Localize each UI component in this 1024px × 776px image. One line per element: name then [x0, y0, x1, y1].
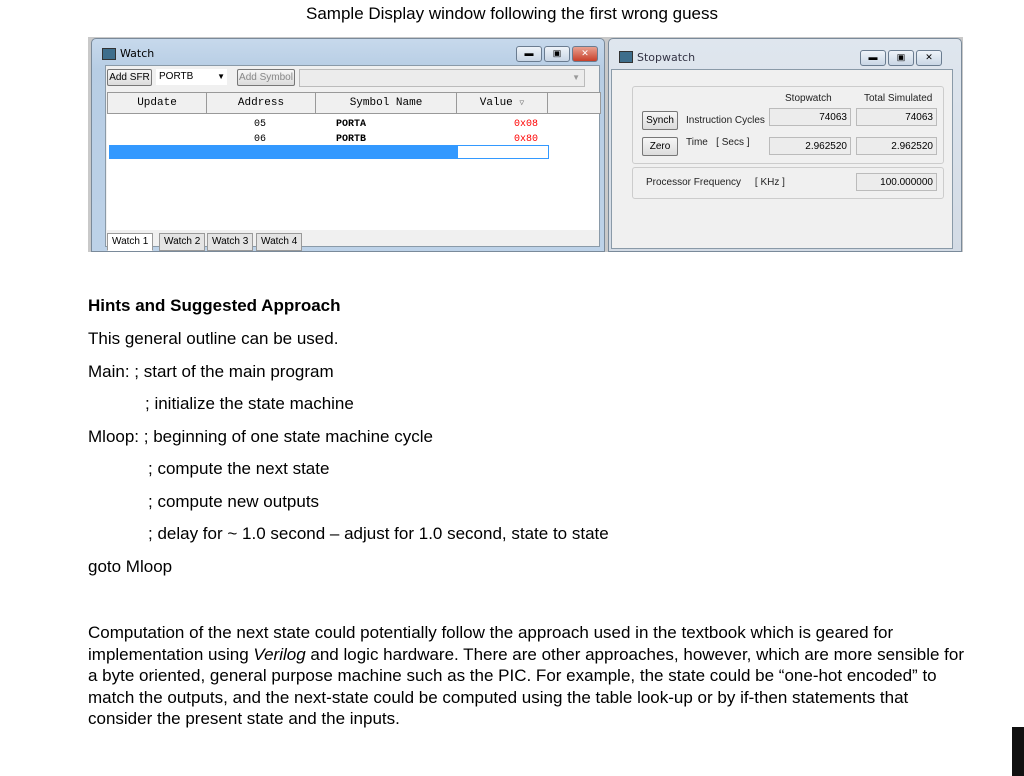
add-symbol-button[interactable]: Add Symbol [237, 69, 295, 86]
tab-watch-3[interactable]: Watch 3 [207, 233, 253, 251]
tab-watch-2[interactable]: Watch 2 [159, 233, 205, 251]
column-header-value-label: Value [479, 97, 513, 109]
sort-icon: ▽ [519, 99, 525, 108]
column-header-value[interactable] [456, 92, 548, 114]
processor-frequency-label: Processor Frequency [ KHz ] [646, 177, 785, 188]
sfr-select-value: PORTB [159, 71, 194, 82]
window-icon [102, 48, 116, 60]
outline-line: Main: ; start of the main program [88, 362, 334, 381]
page-edge-bar [1012, 727, 1024, 776]
figure-caption: Sample Display window following the first wrong guess [306, 4, 718, 23]
paragraph-text: and logic hardware. There are other approaches, however, which are more sensible for a byte oriented, general purpose machine such as the PIC. For example, the state could be “one-hot encoded” to match the outputs, and the next-state could be computed using the table look-up or by if-then statements that consider the present state and the inputs. [88, 644, 964, 729]
section-heading: Hints and Suggested Approach [88, 296, 341, 315]
table-row[interactable] [107, 119, 599, 133]
paragraph-emphasis: Verilog [253, 644, 306, 664]
address-cell: 05 [254, 119, 267, 130]
outline-line: ; compute new outputs [148, 492, 320, 511]
symbol-cell: PORTA [336, 119, 367, 130]
column-header-empty [547, 92, 601, 114]
synch-button[interactable]: Synch [642, 111, 678, 130]
symbol-cell: PORTB [336, 134, 367, 145]
tab-watch-1[interactable]: Watch 1 [107, 233, 153, 251]
tab-watch-4[interactable]: Watch 4 [256, 233, 302, 251]
column-header-address[interactable]: Address [206, 92, 316, 114]
zero-button[interactable]: Zero [642, 137, 678, 156]
close-button[interactable]: ✕ [916, 50, 942, 66]
outline-line: goto Mloop [88, 557, 173, 576]
processor-frequency-input[interactable]: 100.000000 [856, 173, 937, 191]
sfr-select[interactable] [156, 69, 227, 85]
address-cell: 06 [254, 134, 267, 145]
chevron-down-icon: ▼ [217, 72, 225, 81]
watch-window [91, 38, 605, 252]
time-stopwatch-value: 2.962520 [769, 137, 851, 155]
value-cell[interactable]: 0x08 [514, 119, 539, 130]
outline-line: ; delay for ~ 1.0 second – adjust for 1.0 second, state to state [148, 524, 609, 543]
stopwatch-body [611, 69, 953, 249]
window-icon [619, 51, 633, 63]
instr-stopwatch-value: 74063 [769, 108, 851, 126]
paragraph-text: Computation of the next state could potentially follow the approach used in the textbook which is geared for implementation using [88, 623, 894, 664]
column-header-symbol[interactable]: Symbol Name [315, 92, 457, 114]
col-stopwatch-label: Stopwatch [785, 93, 832, 104]
col-total-label: Total Simulated [864, 93, 933, 104]
frequency-group [632, 167, 944, 199]
minimize-button[interactable]: ▬ [516, 46, 542, 62]
body-paragraph [88, 622, 968, 730]
instruction-cycles-label: Instruction Cycles [686, 115, 765, 126]
value-cell[interactable]: 0x80 [514, 134, 539, 145]
outline-line: This general outline can be used. [88, 329, 339, 348]
maximize-button[interactable]: ▣ [544, 46, 570, 62]
close-button[interactable]: ✕ [572, 46, 598, 62]
chevron-down-icon: ▼ [572, 73, 580, 82]
new-value-cell[interactable] [457, 145, 549, 159]
stopwatch-window [608, 38, 962, 252]
minimize-button[interactable]: ▬ [860, 50, 886, 66]
cycles-group [632, 86, 944, 164]
window-title: Watch [120, 47, 155, 60]
ide-screenshot [88, 37, 963, 252]
instr-total-value: 74063 [856, 108, 937, 126]
time-label: Time [ Secs ] [686, 137, 750, 148]
outline-line: Mloop: ; beginning of one state machine cycle [88, 427, 433, 446]
window-title: Stopwatch [637, 51, 696, 64]
outline-line: ; initialize the state machine [145, 394, 354, 413]
outline-line: ; compute the next state [148, 459, 330, 478]
add-sfr-button[interactable]: Add SFR [107, 69, 152, 86]
time-total-value: 2.962520 [856, 137, 937, 155]
symbol-select[interactable] [299, 69, 585, 87]
watch-body [105, 65, 600, 247]
column-header-update[interactable]: Update [107, 92, 207, 114]
maximize-button[interactable]: ▣ [888, 50, 914, 66]
selected-empty-row[interactable] [109, 145, 457, 159]
